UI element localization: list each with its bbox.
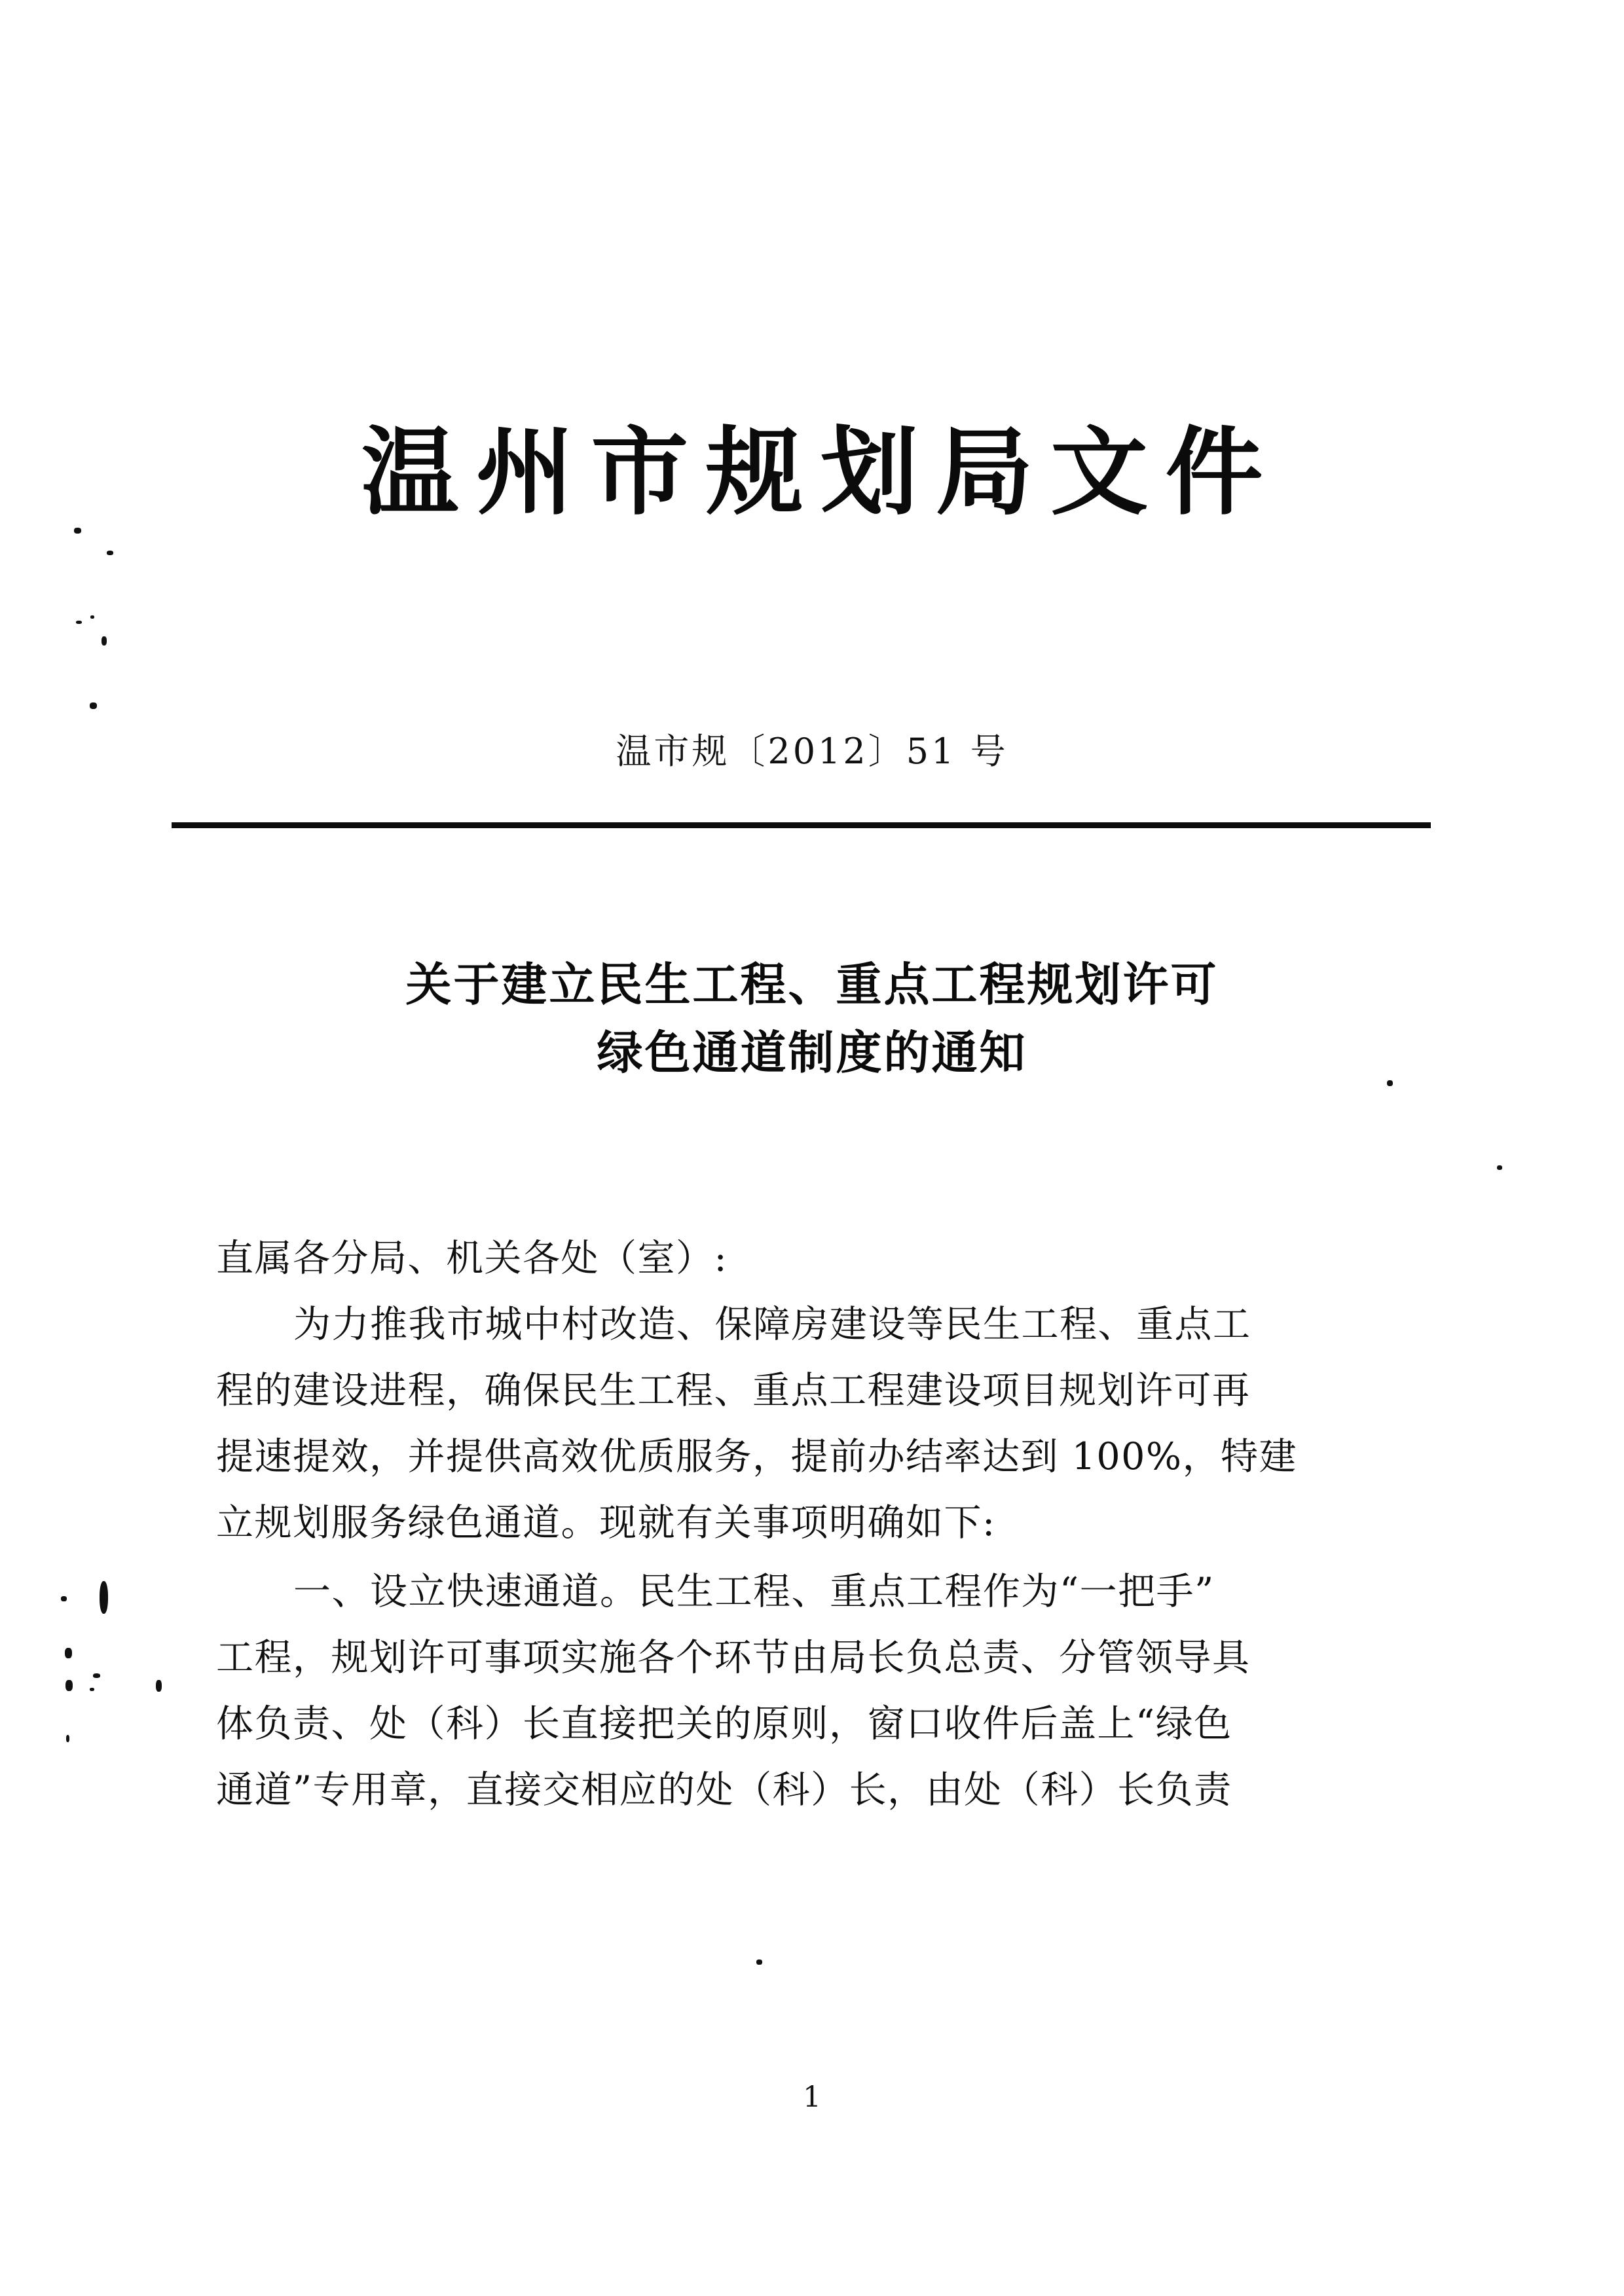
scan-speckle-icon — [101, 636, 107, 646]
scan-speckle-icon — [90, 615, 94, 619]
scan-speckle-icon — [1497, 1165, 1502, 1170]
scan-speckle-icon — [100, 1581, 108, 1614]
body-line: 提速提效，并提供高效优质服务，提前办结率达到 100%，特建 — [216, 1435, 1298, 1478]
scan-speckle-icon — [156, 1680, 162, 1692]
page-title-line-2: 绿色通道制度的通知 — [597, 1025, 1027, 1080]
body-line-section-one: 一、设立快速通道。民生工程、重点工程作为“一把手” — [293, 1570, 1215, 1613]
body-line: 为力推我市城中村改造、保障房建设等民生工程、重点工 — [293, 1303, 1251, 1346]
page-title — [0, 951, 1624, 1086]
scan-speckle-icon — [65, 1648, 72, 1658]
scan-speckle-icon — [90, 1688, 94, 1691]
body-line: 程的建设进程，确保民生工程、重点工程建设项目规划许可再 — [216, 1369, 1251, 1412]
body-line: 立规划服务绿色通道。现就有关事项明确如下: — [216, 1501, 996, 1544]
scan-speckle-icon — [74, 528, 81, 534]
body-line: 通道”专用章，直接交相应的处（科）长，由处（科）长负责 — [216, 1768, 1232, 1812]
scan-speckle-icon — [90, 702, 97, 709]
body-line: 工程，规划许可事项实施各个环节由局长负总责、分管领导具 — [216, 1636, 1251, 1679]
document-number: 温市规〔2012〕51 号 — [616, 731, 1008, 772]
scan-speckle-icon — [756, 1959, 762, 1965]
masthead-title: 温州市规划局文件 — [361, 416, 1281, 528]
scan-speckle-icon — [65, 1680, 73, 1691]
scan-speckle-icon — [93, 1673, 100, 1678]
salutation: 直属各分局、机关各处（室）: — [216, 1237, 728, 1280]
page-title-line-1: 关于建立民生工程、重点工程规划许可 — [405, 957, 1219, 1011]
header-divider — [172, 822, 1431, 828]
body-line: 体负责、处（科）长直接把关的原则，窗口收件后盖上“绿色 — [216, 1702, 1232, 1745]
masthead — [0, 416, 1624, 528]
scan-speckle-icon — [107, 551, 113, 555]
scan-speckle-icon — [66, 1735, 69, 1742]
scan-speckle-icon — [61, 1596, 67, 1601]
page-number: 1 — [803, 2081, 821, 2114]
scan-speckle-icon — [76, 621, 82, 624]
document-body — [216, 1226, 1421, 1823]
